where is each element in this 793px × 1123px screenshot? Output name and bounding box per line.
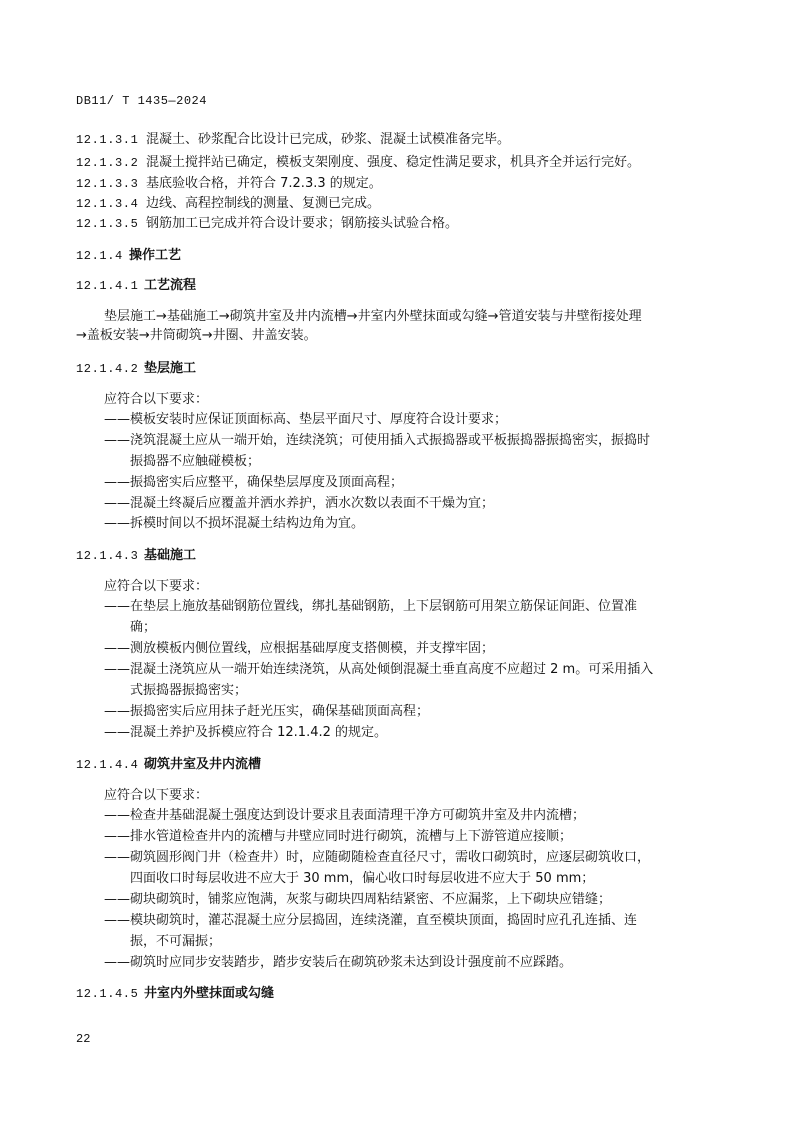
clause-number: 12.1.3.2 [76, 156, 139, 170]
clause-number: 12.1.3.4 [76, 197, 139, 211]
list-item: ——检查井基础混凝土强度达到设计要求且表面清理干净方可砌筑井室及井内流槽； [104, 808, 586, 823]
clause-12-1-3-1 [76, 132, 510, 148]
page-number: 22 [76, 1032, 91, 1046]
list-item: ——拆模时间以不损坏混凝土结构边角为宜。 [104, 516, 365, 531]
clause-text: 混凝土搅拌站已确定，模板支架刚度、强度、稳定性满足要求，机具齐全并运行完好。 [146, 155, 641, 170]
list-item: ——混凝土养护及拆模应符合 12.1.4.2 的规定。 [104, 725, 388, 740]
clause-12-1-3-4 [76, 196, 380, 212]
list-item: ——混凝土终凝后应覆盖并洒水养护，洒水次数以表面不干燥为宜； [104, 496, 495, 511]
section-number: 12.1.4.5 [76, 987, 139, 1001]
section-title: 垫层施工 [144, 361, 197, 376]
list-item: ——混凝土浇筑应从一端开始连续浇筑，从高处倾倒混凝土垂直高度不应超过 2 m。可采用插入 [104, 662, 654, 677]
clause-number: 12.1.3.5 [76, 217, 139, 231]
list-item: ——排水管道检查井内的流槽与井壁应同时进行砌筑，流槽与上下游管道应接顺； [104, 829, 573, 844]
list-item: ——模板安装时应保证顶面标高、垫层平面尺寸、厚度符合设计要求； [104, 412, 508, 427]
section-12-1-4-2-heading [76, 361, 196, 377]
section-number: 12.1.4.1 [76, 279, 139, 293]
clause-text: 混凝土、砂浆配合比设计已完成，砂浆、混凝土试模准备完毕。 [146, 132, 511, 147]
section-title: 井室内外壁抹面或勾缝 [144, 986, 275, 1001]
list-item-continuation: 四面收口时每层收进不应大于 30 mm，偏心收口时每层收进不应大于 50 mm； [130, 871, 595, 886]
list-item: ——在垫层上施放基础钢筋位置线，绑扎基础钢筋，上下层钢筋可用架立筋保证间距、位置准 [104, 599, 638, 614]
list-item-continuation: 振，不可漏振； [130, 934, 222, 949]
section-12-1-4-3-heading [76, 548, 196, 564]
list-item: ——砌筑圆形阀门井（检查井）时，应随砌随检查直径尺寸，需收口砌筑时，应逐层砌筑收口， [104, 850, 651, 865]
requirements-intro: 应符合以下要求： [104, 788, 209, 803]
list-item: ——振捣密实后应整平，确保垫层厚度及顶面高程； [104, 475, 404, 490]
clause-number: 12.1.3.3 [76, 177, 139, 191]
section-number: 12.1.4.2 [76, 362, 139, 376]
section-title: 工艺流程 [144, 278, 197, 293]
section-12-1-4-1-heading [76, 278, 196, 294]
list-item-continuation: 确； [130, 620, 157, 635]
clause-12-1-3-2 [76, 155, 640, 171]
section-number: 12.1.4.3 [76, 549, 139, 563]
list-item: ——模块砌筑时，灌芯混凝土应分层捣固，连续浇灌，直至模块顶面，捣固时应孔孔连插、连 [104, 913, 638, 928]
section-title: 基础施工 [144, 548, 197, 563]
document-header: DB11/ T 1435—2024 [76, 94, 207, 108]
requirements-intro: 应符合以下要求： [104, 579, 209, 594]
list-item: ——浇筑混凝土应从一端开始，连续浇筑；可使用插入式振捣器或平板振捣器振捣密实，振捣时 [104, 433, 651, 448]
process-flow-line-1: 垫层施工→基础施工→砌筑井室及井内流槽→井室内外壁抹面或勾缝→管道安装与井壁衔接处理 [104, 309, 642, 324]
section-title: 操作工艺 [129, 248, 182, 263]
list-item: ——振捣密实后应用抹子赶光压实，确保基础顶面高程； [104, 704, 430, 719]
list-item-continuation: 振捣器不应触碰模板； [130, 454, 261, 469]
clause-12-1-3-5 [76, 216, 458, 232]
section-12-1-4-heading [76, 248, 181, 264]
list-item: ——测放模板内侧位置线，应根据基础厚度支搭侧模，并支撑牢固； [104, 641, 495, 656]
list-item: ——砌块砌筑时，铺浆应饱满，灰浆与砌块四周粘结紧密、不应漏浆，上下砌块应错缝； [104, 892, 612, 907]
section-number: 12.1.4 [76, 249, 123, 263]
section-12-1-4-4-heading [76, 757, 261, 773]
clause-text: 边线、高程控制线的测量、复测已完成。 [146, 196, 381, 211]
clause-text: 基底验收合格，并符合 7.2.3.3 的规定。 [146, 176, 382, 191]
process-flow-line-2: →盖板安装→井筒砌筑→井圈、井盖安装。 [76, 328, 317, 343]
requirements-intro: 应符合以下要求： [104, 392, 209, 407]
list-item-continuation: 式振捣器振捣密实； [130, 683, 248, 698]
clause-text: 钢筋加工已完成并符合设计要求；钢筋接头试验合格。 [146, 216, 459, 231]
clause-12-1-3-3 [76, 176, 382, 192]
section-12-1-4-5-heading [76, 986, 274, 1002]
clause-number: 12.1.3.1 [76, 133, 139, 147]
section-number: 12.1.4.4 [76, 758, 139, 772]
list-item: ——砌筑时应同步安装踏步，踏步安装后在砌筑砂浆未达到设计强度前不应踩踏。 [104, 955, 573, 970]
section-title: 砌筑井室及井内流槽 [144, 757, 262, 772]
